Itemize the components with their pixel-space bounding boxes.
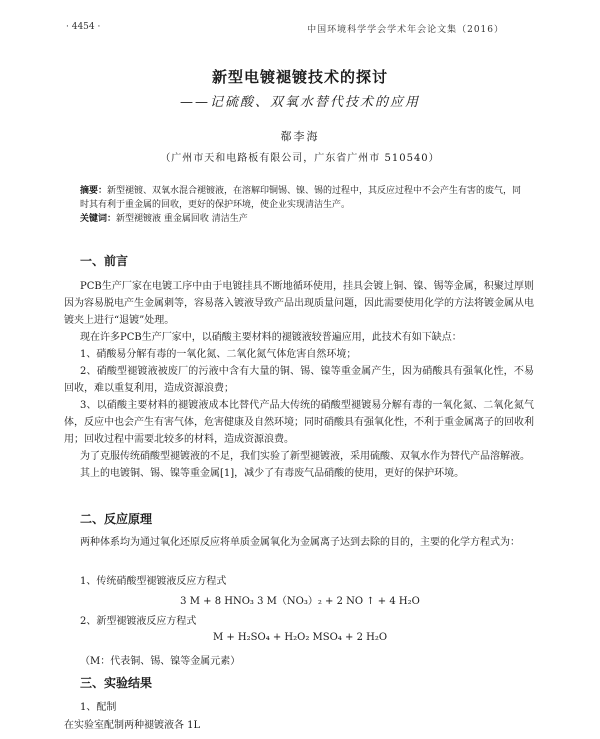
intro-paragraph: 3、以硝酸主要材料的褪镀液成本比替代产品大传统的硝酸型褪镀易分解有毒的一氧化氮、二氧化氮气体，反应中也会产生有害气体，危害健康及自然环境；同时硝酸具有强氧化性，不利于重金属离子的回收利用；回收过程中需要北较多的材料，造成资源浪费。 <box>64 400 534 445</box>
paper-subtitle: ——记硫酸、双氧水替代技术的应用 <box>179 95 420 110</box>
intro-paragraph: 其上的电镀铜、锡、镍等重金属[1]，减少了有毒废气品硝酸的使用，更好的保护环境。 <box>80 468 465 479</box>
intro-paragraph: PCB生产厂家在电镀工序中由于电镀挂具不断地循环使用，挂具会镀上铜、镍、锡等金属，积聚过厚则因为容易脱电产生金属刺等，容易落入镀液导致产品出现质量问题，因此需要使用化学的方法将镀金属从电镀夹上进行“退镀”处理。 <box>64 281 534 326</box>
journal-name: 中国环境科学学会学术年会论文集（2016） <box>307 25 504 35</box>
section-heading-results: 三、实验结果 <box>80 676 153 690</box>
equation-note: （M：代表铜、锡、镍等金属元素） <box>80 656 241 667</box>
running-header <box>56 22 544 36</box>
abstract-text: 新型褪镀、双氧水混合褪镀液，在溶解印铜锡、镍、锡的过程中，其反应过程中不会产生有害的废气，同时其有利于重金属的回收，更好的保护环境，使企业实现清洁生产。 <box>80 186 522 210</box>
keywords <box>80 212 530 226</box>
section-heading-principle: 二、反应原理 <box>80 512 153 526</box>
equation-1: 3 M + 8 HNO₃ 3 M（NO₃）₂ + 2 NO ↑ + 4 H₂O <box>180 596 420 607</box>
intro-body <box>64 278 534 482</box>
intro-paragraph: 为了克服传统硝酸型褪镀液的不足，我们实验了新型褪镀液，采用硫酸、双氧水作为替代产品溶解液。 <box>80 451 530 462</box>
intro-paragraph: 现在许多PCB生产厂家中，以硝酸主要材料的褪镀液较普遍应用，此技术有如下缺点： <box>80 332 462 343</box>
principle-intro-text: 两种体系均为通过氧化还原反应将单质金属氧化为金属离子达到去除的目的，主要的化学方程式为： <box>80 537 520 548</box>
results-item-label: 1、配制 <box>80 702 117 713</box>
intro-paragraph: 2、硝酸型褪镀液被废厂的污液中含有大量的铜、锡、镍等重金属产生，因为硝酸具有强氧化性，不易回收，难以重复利用，造成资源浪费； <box>64 366 534 394</box>
results-item-text: 在实验室配制两种褪镀液各 1L <box>64 720 201 731</box>
section-heading-intro: 一、前言 <box>80 254 129 268</box>
page-number: · 4454 · <box>66 22 101 32</box>
paper-title: 新型电镀褪镀技术的探讨 <box>211 68 388 86</box>
equation-1-label: 1、传统硝酸型褪镀液反应方程式 <box>80 576 227 587</box>
keywords-text: 新型褪镀液 重金属回收 清洁生产 <box>116 214 248 224</box>
author-affiliation: （广州市天和电路板有限公司，广东省广州市 510540） <box>160 153 440 164</box>
principle-intro <box>64 534 534 551</box>
equation-2-label: 2、新型褪镀液反应方程式 <box>80 616 197 627</box>
intro-paragraph: 1、硝酸易分解有毒的一氧化氮、二氧化氮气体危害自然环境； <box>80 349 357 360</box>
author-name: 郗李海 <box>280 130 320 143</box>
equation-2: M + H₂SO₄ + H₂O₂ MSO₄ + 2 H₂O <box>212 632 388 643</box>
keywords-label: 关键词： <box>80 214 117 224</box>
abstract-label: 摘要： <box>80 186 108 196</box>
abstract <box>80 184 530 212</box>
